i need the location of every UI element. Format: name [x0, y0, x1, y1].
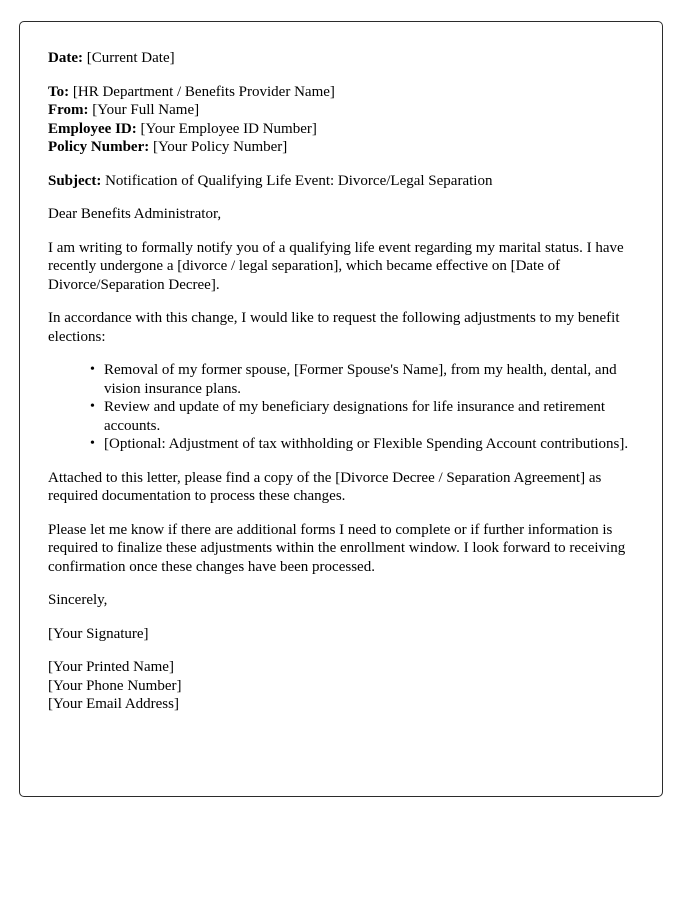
- policy-number-value: [Your Policy Number]: [152, 139, 288, 155]
- to-label: To:: [48, 83, 70, 100]
- to-line: [48, 83, 636, 102]
- printed-name: [Your Printed Name]: [48, 659, 174, 675]
- policy-number-line: [48, 138, 636, 157]
- paragraph-attachment: Attached to this letter, please find a copy of the [Divorce Decree / Separation Agreement] as required documentation to process these changes.: [48, 469, 602, 504]
- list-item: [90, 398, 636, 435]
- date-label: Date:: [48, 50, 83, 66]
- bullet-icon: •: [90, 436, 95, 451]
- paragraph-request-lead-in: In accordance with this change, I would like to request the following adjustments to my benefit elections:: [48, 310, 620, 345]
- bullet-icon: •: [90, 362, 95, 377]
- phone-number: [Your Phone Number]: [48, 677, 182, 694]
- benefit-adjustments-list: [48, 361, 636, 454]
- list-item-text: Removal of my former spouse, [Former Spouse's Name], from my health, dental, and vision insurance plans.: [104, 362, 617, 397]
- list-item: [90, 435, 636, 454]
- paragraph-intro: I am writing to formally notify you of a qualifying life event regarding my marital status. I have recently undergone a [divorce / legal separation], which became effective on [Date of Divorce/Separation Decree].: [48, 239, 624, 293]
- bullet-icon: •: [90, 399, 95, 414]
- to-value: [HR Department / Benefits Provider Name]: [72, 83, 335, 100]
- list-item: [90, 361, 636, 398]
- from-line: [48, 101, 636, 120]
- closing-block: [48, 591, 636, 610]
- date-line: [48, 49, 636, 68]
- employee-id-line: [48, 120, 636, 139]
- list-item-text: Review and update of my beneficiary designations for life insurance and retirement accounts.: [104, 399, 606, 434]
- salutation: Dear Benefits Administrator,: [48, 206, 222, 222]
- closing-salutation: Sincerely,: [48, 592, 108, 608]
- paragraph-closing-request: Please let me know if there are additional forms I need to complete or if further information is required to finalize these adjustments within the enrollment window. I look forward to receiving confirmation once these changes have been processed.: [48, 521, 626, 575]
- from-value: [Your Full Name]: [92, 102, 200, 118]
- subject-value: Notification of Qualifying Life Event: Divorce/Legal Separation: [105, 172, 493, 189]
- letter-frame: [19, 21, 663, 797]
- signature-placeholder: [Your Signature]: [48, 625, 149, 642]
- signature-placeholder-block: [48, 625, 636, 644]
- employee-id-label: Employee ID:: [48, 120, 137, 137]
- employee-id-value: [Your Employee ID Number]: [140, 120, 317, 137]
- from-label: From:: [48, 102, 89, 118]
- date-block: [48, 49, 636, 68]
- recipient-block: [48, 83, 636, 157]
- subject-label: Subject:: [48, 172, 102, 189]
- contact-block: [48, 658, 636, 714]
- date-value: [Current Date]: [86, 50, 175, 66]
- letter-body: [48, 49, 636, 714]
- list-item-text: [Optional: Adjustment of tax withholding or Flexible Spending Account contributions].: [104, 436, 629, 452]
- policy-number-label: Policy Number:: [48, 139, 150, 155]
- subject-block: [48, 172, 636, 191]
- subject-line: [48, 172, 636, 191]
- email-address: [Your Email Address]: [48, 696, 179, 712]
